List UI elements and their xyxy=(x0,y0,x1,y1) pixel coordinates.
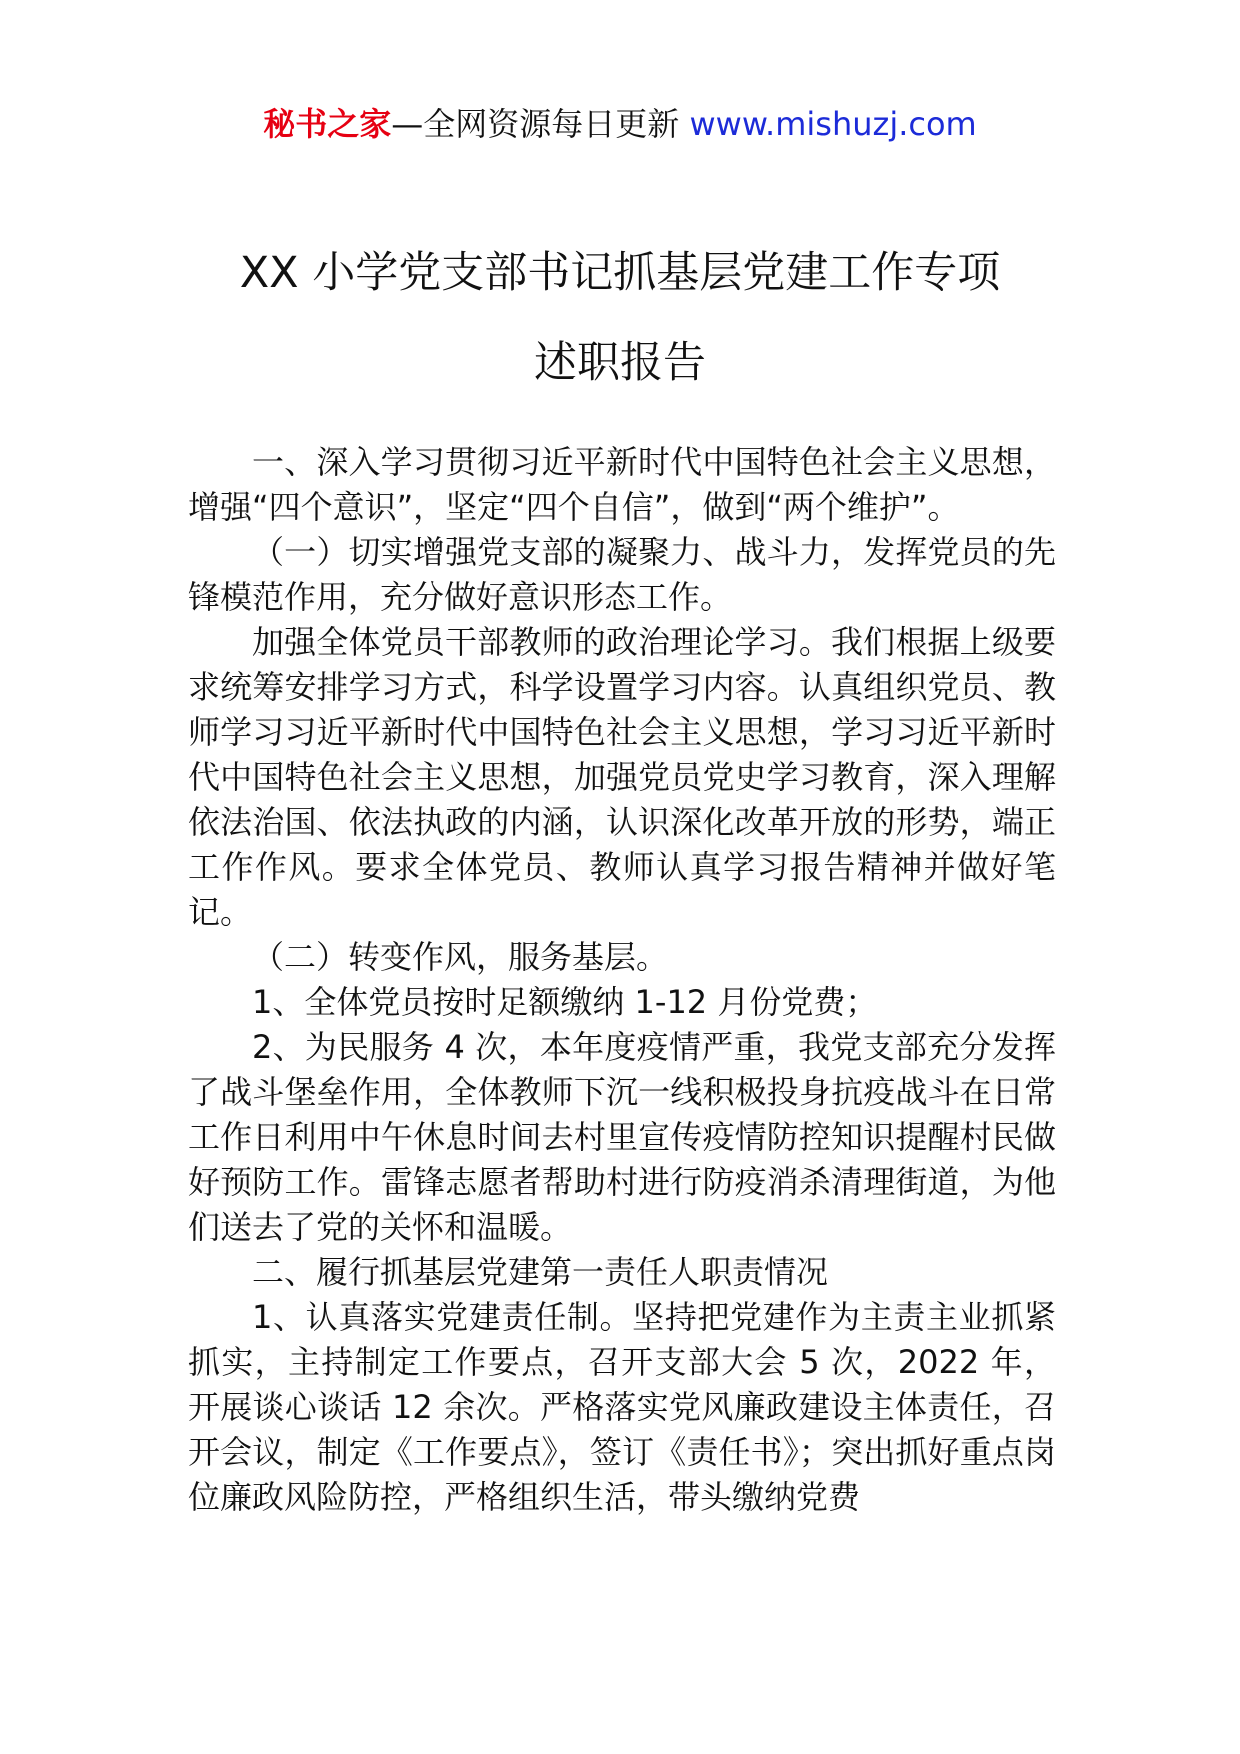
document-title xyxy=(0,228,1240,408)
section-heading-1: 一、深入学习贯彻习近平新时代中国特色社会主义思想，增强“四个意识”，坚定“四个自信”，做到“两个维护”。 xyxy=(188,443,1056,526)
section-heading-2: 二、履行抓基层党建第一责任人职责情况 xyxy=(252,1253,829,1291)
site-header xyxy=(0,104,1240,144)
title-line-1: XX 小学党支部书记抓基层党建工作专项 xyxy=(239,248,1001,298)
body-paragraph: 加强全体党员干部教师的政治理论学习。我们根据上级要求统筹安排学习方式，科学设置学习内容。认真组织党员、教师学习习近平新时代中国特色社会主义思想，学习习近平新时代中国特色社会主义思想，加强党员党史学习教育，深入理解依法治国、依法执政的内涵，认识深化改革开放的形势，端正工作作风。要求全体党员、教师认真学习报告精神并做好笔记。 xyxy=(188,623,1056,931)
list-item: 2、为民服务 4 次，本年度疫情严重，我党支部充分发挥了战斗堡垒作用，全体教师下沉一线积极投身抗疫战斗在日常工作日利用中午休息时间去村里宣传疫情防控知识提醒村民做好预防工作。雷锋志愿者帮助村进行防疫消杀清理街道，为他们送去了党的关怀和温暖。 xyxy=(188,1028,1056,1246)
list-item: 1、全体党员按时足额缴纳 1-12 月份党费； xyxy=(252,983,878,1021)
header-slogan: —全网资源每日更新 xyxy=(391,105,690,143)
brand-name: 秘书之家 xyxy=(263,105,392,143)
subsection-heading-1: （一）切实增强党支部的凝聚力、战斗力，发挥党员的先锋模范作用，充分做好意识形态工作。 xyxy=(188,533,1056,616)
document-body xyxy=(188,440,1056,1520)
subsection-heading-2: （二）转变作风，服务基层。 xyxy=(252,938,669,976)
header-url[interactable]: www.mishuzj.com xyxy=(689,105,977,143)
title-line-2: 述职报告 xyxy=(534,338,706,388)
list-item: 1、认真落实党建责任制。坚持把党建作为主责主业抓紧抓实，主持制定工作要点，召开支部大会 5 次，2022 年，开展谈心谈话 12 余次。严格落实党风廉政建设主体责任，召开会议，制定《工作要点》，签订《责任书》；突出抓好重点岗位廉政风险防控，严格组织生活，带头缴纳党费 xyxy=(188,1298,1056,1516)
